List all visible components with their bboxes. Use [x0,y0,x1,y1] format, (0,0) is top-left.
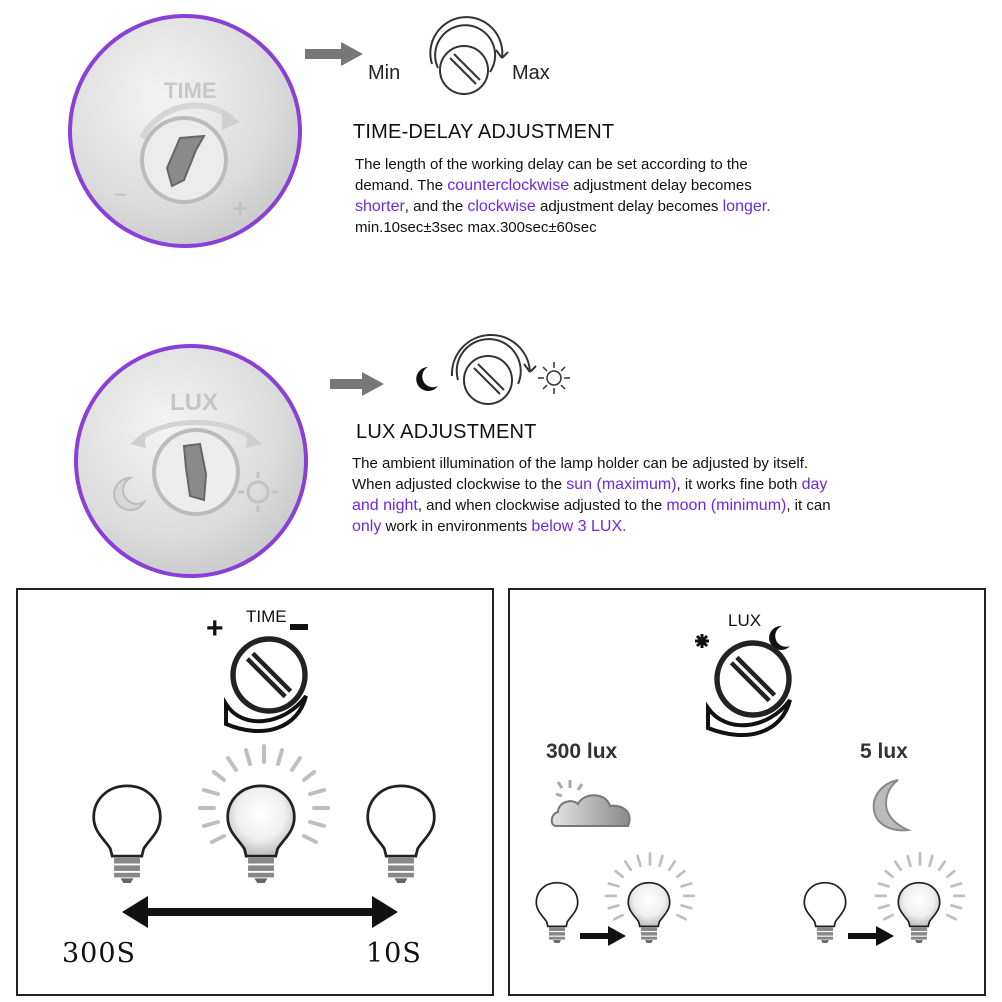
time-desc-line1: The length of the working delay can be set according to the [355,156,748,173]
cloud-sun-icon [548,778,638,834]
photo-plus-sign: + [232,193,249,224]
time-dial-label: TIME [246,607,287,626]
lux-desc-line3d: , it can [786,497,831,514]
time-minus-sign [290,624,308,630]
time-delay-heading: TIME-DELAY ADJUSTMENT [353,121,615,143]
photo-time-label: TIME [164,78,217,103]
lux-dial-symbol [686,604,836,744]
time-dial-symbol [202,600,342,740]
lux-dial-icon [440,318,540,410]
time-delay-description [355,154,915,238]
dial-max-label: Max [512,62,550,84]
lux-300-title: 300 lux [546,740,618,763]
time-desc-range: min.10sec±3sec max.300sec±60sec [355,219,597,236]
time-dial-icon [418,12,513,102]
time-desc-longer: longer. [722,198,771,215]
time-knob-photo [68,14,302,248]
sun-icon [536,360,572,396]
time-diagram-panel [16,588,494,996]
photo-minus-sign: − [114,182,127,207]
delay-10s-label: 10S [366,938,422,969]
bulb-on-center [224,782,298,884]
moon-icon [410,364,440,394]
time-desc-line2c: adjustment delay becomes [569,177,752,194]
lux-300-bulb-on [626,878,672,946]
lux-desc-line2c: , it works fine both [676,476,802,493]
lux-desc-line2a: When adjusted clockwise to the [352,476,567,493]
delay-300s-label: 300S [62,938,137,969]
lux-5-title: 5 lux [860,740,908,763]
lux-adjustment-heading: LUX ADJUSTMENT [356,421,537,443]
lux-5-bulb-off [802,878,848,946]
bulb-off-right [364,782,438,884]
time-desc-line3d: adjustment delay becomes [535,198,723,215]
bulb-off-left [90,782,164,884]
lux-300-bulb-off [534,878,580,946]
arrow-right-icon [330,372,385,396]
lux-desc-moon: moon (minimum) [666,497,787,514]
lux-dial-label: LUX [728,611,762,630]
time-desc-counterclockwise: counterclockwise [447,177,570,194]
lux-desc-sun: sun (maximum) [566,476,677,493]
time-desc-line2a: demand. The [355,177,448,194]
lux-desc-night: and night [352,497,418,514]
time-desc-line3b: , and the [404,198,468,215]
lux-desc-line1: The ambient illumination of the lamp holder can be adjusted by itself. [352,455,809,472]
lux-desc-day: day [801,476,828,493]
lux-desc-below: below 3 LUX. [531,518,627,535]
dial-min-label: Min [368,62,401,84]
crescent-moon-icon [868,778,914,834]
time-plus-sign: + [206,612,224,645]
lux-desc-line3b: , and when clockwise adjusted to the [417,497,667,514]
lux-knob-photo [74,344,308,578]
lux-diagram-panel [508,588,986,996]
photo-lux-label: LUX [170,389,218,416]
double-arrow-icon [122,894,398,930]
lux-desc-only: only [352,518,382,535]
time-desc-shorter: shorter [355,198,405,215]
time-desc-clockwise: clockwise [467,198,536,215]
lux-desc-line4b: work in environments [381,518,532,535]
arrow-right-icon [305,42,365,66]
lux-5-bulb-on [896,878,942,946]
lux-adjustment-description [352,453,952,537]
